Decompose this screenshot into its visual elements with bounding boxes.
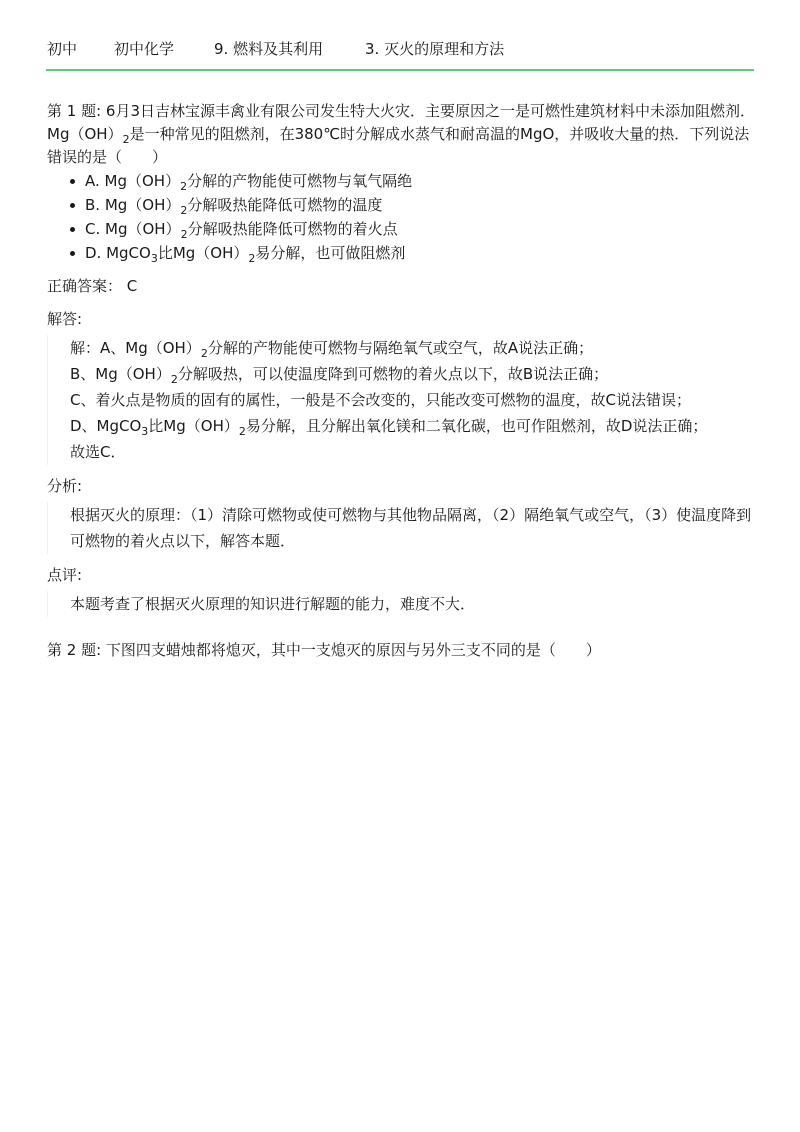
option-d: D. MgCO$_3$比$Mg(OH)_2$易分解，也可做阻燃剂 <box>85 241 759 265</box>
explanation-label: 解答: <box>47 310 83 328</box>
analysis-label: 分析: <box>47 477 83 495</box>
comment-text: 本题考查了根据灭火原理的知识进行解题的能力，难度不大． <box>70 595 476 613</box>
analysis-block <box>47 502 759 554</box>
question-1-stem: 第 1 题: 6月3日吉林宝源丰禽业有限公司发生特大火灾．主要原因之一是可燃性建筑材料中未添加阻燃剂．$Mg(OH)_2$是一种常见的阻燃剂，在380℃时分解成水蒸气和耐高温的MgO，并吸收大量的热．下列说法错误的是（ ） <box>47 102 756 166</box>
question-1-options <box>47 169 759 265</box>
explanation-line: 故选C． <box>70 443 126 461</box>
comment-block <box>47 591 759 617</box>
comment-label: 点评: <box>47 566 83 584</box>
question-1 <box>47 100 759 617</box>
answer-row <box>47 275 759 298</box>
answer-value: C <box>126 277 138 295</box>
breadcrumb-chapter[interactable]: 9. 燃料及其利用 <box>214 40 324 58</box>
explanation-line: D、MgCO$_3$比$Mg(OH)_2$易分解，且分解出氧化镁和二氧化碳，也可作阻燃剂，故D说法正确； <box>70 417 708 438</box>
question-2 <box>47 639 759 662</box>
explanation-line: B、$Mg(OH)_2$分解吸热，可以使温度降到可燃物的着火点以下，故B说法正确； <box>70 365 609 386</box>
answer-label: 正确答案： <box>47 277 123 295</box>
option-c: C. $Mg(OH)_2$分解吸热能降低可燃物的着火点 <box>85 217 759 241</box>
question-list <box>47 100 759 662</box>
question-2-number: 第 2 题: <box>47 641 102 659</box>
option-b: B. $Mg(OH)_2$分解吸热能降低可燃物的温度 <box>85 193 759 217</box>
analysis-text: 根据灭火的原理：（1）清除可燃物或使可燃物与其他物品隔离，（2）隔绝氧气或空气，（3）使温度降到可燃物的着火点以下，解答本题． <box>70 506 752 550</box>
option-a: A. $Mg(OH)_2$分解的产物能使可燃物与氧气隔绝 <box>85 169 759 193</box>
header-divider <box>46 69 754 71</box>
explanation-block <box>47 335 759 465</box>
explanation-line: C、着火点是物质的固有的属性，一般是不会改变的，只能改变可燃物的温度，故C说法错误； <box>70 391 691 409</box>
breadcrumb-level[interactable]: 初中 <box>47 40 78 58</box>
explanation-line: 解：A、$Mg(OH)_2$分解的产物能使可燃物与隔绝氧气或空气，故A说法正确； <box>70 339 594 360</box>
question-1-number: 第 1 题: <box>47 102 102 120</box>
question-2-stem: 第 2 题: 下图四支蜡烛都将熄灭，其中一支熄灭的原因与另外三支不同的是（ ） <box>47 641 601 659</box>
breadcrumb-section[interactable]: 3. 灭火的原理和方法 <box>365 40 505 58</box>
breadcrumb-subject[interactable]: 初中化学 <box>114 40 175 58</box>
